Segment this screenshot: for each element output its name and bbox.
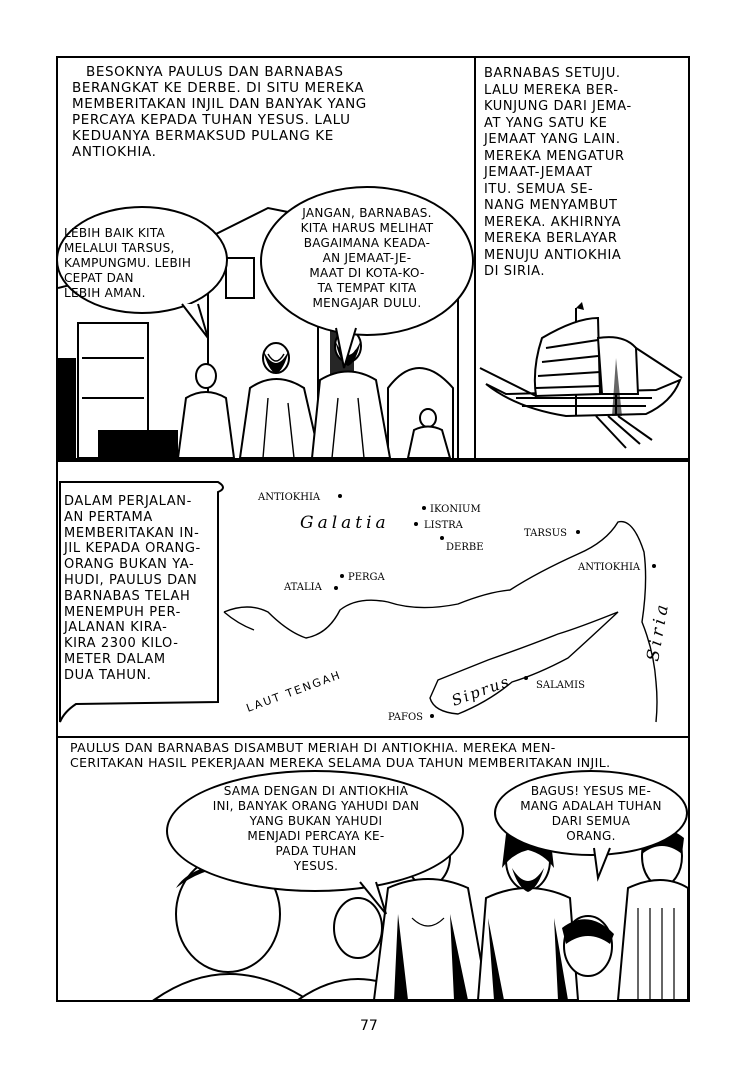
panel-1-caption: [72, 64, 367, 160]
speech-bubble-right-tail: [330, 326, 370, 372]
caption-line: PERCAYA KEPADA TUHAN YESUS. LALU: [72, 112, 351, 128]
speech-bubble-left-tail: [356, 880, 396, 920]
map-label-ikonium: IKONIUM: [430, 504, 481, 515]
speech-bubble-right-text: BAGUS! YESUS ME- MANG ADALAH TUHAN DARI SEMUA ORANG.: [520, 784, 662, 843]
map-label-antiokhia-pisidia: ANTIOKHIA: [258, 492, 321, 503]
panel-4: [56, 736, 690, 1002]
caption-line: BERANGKAT KE DERBE. DI SITU MEREKA: [72, 80, 365, 96]
map-label-galatia: Galatia: [300, 513, 390, 533]
panel-1: [56, 56, 476, 460]
map-label-perga: PERGA: [348, 572, 385, 583]
sailing-ship-illustration: [476, 298, 688, 458]
panel-2: [474, 56, 690, 460]
map-label-salamis: SALAMIS: [536, 680, 585, 691]
panel-2-caption: BARNABAS SETUJU. LALU MEREKA BER- KUNJUNG DARI JEMA- AT YANG SATU KE JEMAAT YANG LAIN. MEREKA MENGATUR JEMAAT-JEMAAT ITU. SEMUA SE- NANG MENYAMBUT MEREKA. AKHIRNYA MEREKA BERLAYAR MENUJU ANTIOKHIA DI SIRIA.: [484, 66, 632, 279]
caption-line: KEDUANYA BERMAKSUD PULANG KE: [72, 128, 334, 144]
panel-3-scroll-text: DALAM PERJALAN- AN PERTAMA MEMBERITAKAN IN- JIL KEPADA ORANG- ORANG BUKAN YA- HUDI, PAULUS DAN BARNABAS TELAH MENEMPUH PER- JALANAN KIRA- KIRA 2300 KILO- METER DALAM DUA TAHUN.: [64, 494, 201, 683]
map-label-siprus: Siprus: [449, 671, 513, 710]
panel-4-caption: PAULUS DAN BARNABAS DISAMBUT MERIAH DI ANTIOKHIA. MEREKA MEN- CERITAKAN HASIL PEKERJAAN MEREKA SELAMA DUA TAHUN MEMBERITAKAN INJIL.: [70, 740, 611, 770]
panel-3: [56, 460, 690, 738]
map-label-laut-tengah: LAUT TENGAH: [244, 668, 344, 715]
speech-bubble-left-tail: [178, 302, 218, 342]
speech-bubble-left-text: LEBIH BAIK KITA MELALUI TARSUS, KAMPUNGMU. LEBIH CEPAT DAN LEBIH AMAN.: [64, 226, 192, 300]
map-label-tarsus: TARSUS: [524, 528, 568, 539]
map-label-pafos: PAFOS: [388, 712, 424, 723]
caption-line: BESOKNYA PAULUS DAN BARNABAS: [86, 64, 344, 80]
map-label-siria: Siria: [643, 599, 674, 663]
map-label-antiokhia-siria: ANTIOKHIA: [578, 562, 641, 573]
speech-bubble-left-text: SAMA DENGAN DI ANTIOKHIA INI, BANYAK ORANG YAHUDI DAN YANG BUKAN YAHUDI MENJADI PERCAYA KE- PADA TUHAN YESUS.: [212, 784, 420, 873]
speech-bubble-right-tail: [588, 846, 628, 886]
caption-line: MEMBERITAKAN INJIL DAN BANYAK YANG: [72, 96, 367, 112]
speech-bubble-right-text: JANGAN, BARNABAS. KITA HARUS MELIHAT BAGAIMANA KEADA- AN JEMAAT-JE- MAAT DI KOTA-KO- TA TEMPAT KITA MENGAJAR DULU.: [300, 206, 434, 310]
map-label-derbe: DERBE: [446, 542, 484, 553]
map-label-listra: LISTRA: [424, 520, 463, 531]
map-label-atalia: ATALIA: [284, 582, 322, 593]
caption-line: ANTIOKHIA.: [72, 144, 157, 160]
page-number: 77: [360, 1018, 378, 1034]
